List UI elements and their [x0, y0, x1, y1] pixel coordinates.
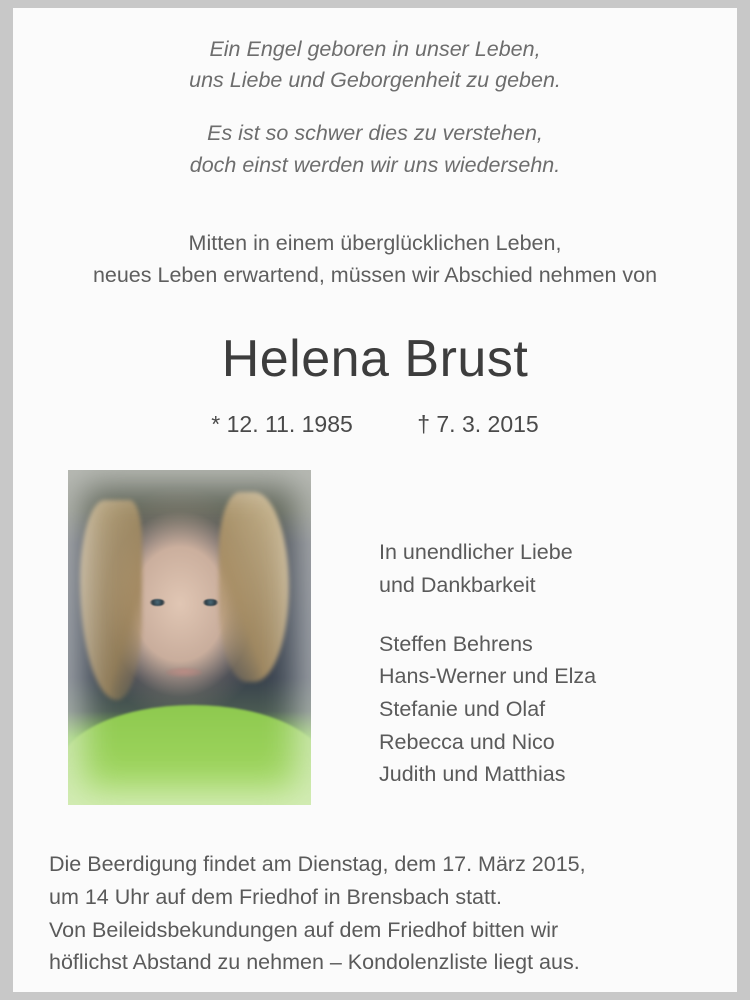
- deceased-name: Helena Brust: [221, 330, 529, 389]
- footer-line: Die Beerdigung findet am Dienstag, dem 17. März 2015,: [49, 852, 586, 877]
- death-date: † 7. 3. 2015: [417, 411, 539, 438]
- family-block: [379, 536, 596, 791]
- list-item: Stefanie und Olaf: [379, 696, 546, 721]
- portrait-and-family: [13, 470, 737, 820]
- funeral-details: [13, 848, 737, 979]
- footer-line: höflichst Abstand zu nehmen – Kondolenzliste liegt aus.: [49, 950, 580, 975]
- poem-line: doch einst werden wir uns wiedersehn.: [189, 152, 561, 177]
- poem-stanza-1: [13, 34, 737, 96]
- intro-line: Mitten in einem überglücklichen Leben,: [188, 230, 562, 255]
- poem-line: Ein Engel geboren in unser Leben,: [209, 37, 541, 61]
- list-item: Judith und Matthias: [379, 762, 566, 787]
- portrait-photo: [68, 470, 311, 805]
- obituary-card: [13, 8, 737, 992]
- poem-line: uns Liebe und Geborgenheit zu geben.: [189, 68, 561, 93]
- list-item: Steffen Behrens: [379, 631, 533, 656]
- footer-line: Von Beileidsbekundungen auf dem Friedhof bitten wir: [49, 917, 559, 942]
- dedication-text: [379, 536, 596, 601]
- life-dates: [13, 411, 737, 438]
- intro-text: [13, 227, 737, 292]
- list-item: Hans-Werner und Elza: [379, 664, 597, 689]
- birth-date: * 12. 11. 1985: [211, 411, 353, 438]
- list-item: Rebecca und Nico: [379, 729, 555, 754]
- survivors-list: [379, 628, 596, 791]
- poem-block: [13, 8, 737, 181]
- photo-vignette: [68, 470, 311, 805]
- dedication-line: In unendlicher Liebe: [379, 540, 573, 565]
- intro-line: neues Leben erwartend, müssen wir Abschied nehmen von: [92, 262, 658, 287]
- footer-line: um 14 Uhr auf dem Friedhof in Brensbach statt.: [49, 884, 502, 909]
- dedication-line: und Dankbarkeit: [379, 572, 536, 597]
- poem-line: Es ist so schwer dies zu verstehen,: [207, 121, 543, 146]
- poem-stanza-2: [13, 118, 737, 180]
